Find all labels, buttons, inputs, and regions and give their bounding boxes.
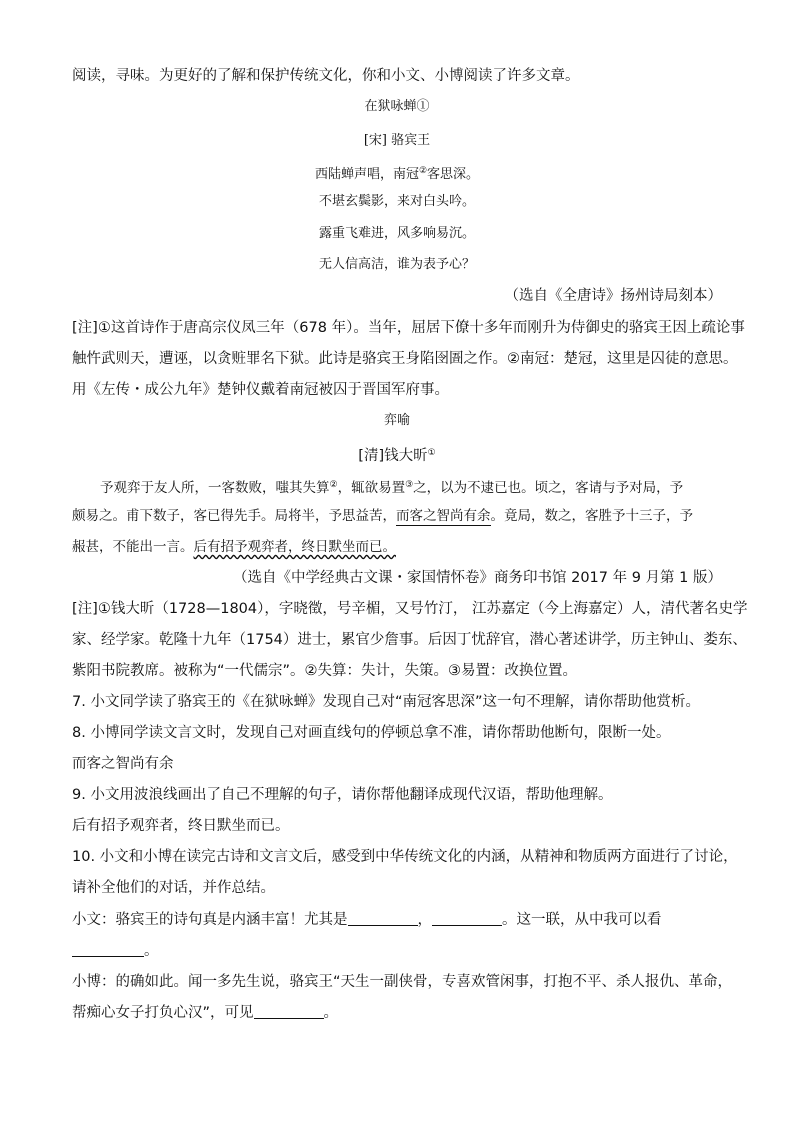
note2-line-2: 家、经学家。乾隆十九年（1754）进士，累官少詹事。后因丁忧辞官，潜心著述讲学，历主钟山、娄东、 <box>72 632 747 648</box>
prose-author-name: [清]钱大昕 <box>358 448 428 464</box>
prose-line-1-b: ，辄欲易置 <box>337 480 406 496</box>
footnote-mark: ② <box>418 166 428 176</box>
xiaowen-text-a: 小文：骆宾王的诗句真是内涵丰富！尤其是 <box>72 912 348 928</box>
note2-line-3: 紫阳书院教席。被称为“一代儒宗”。②失算：失计，失策。③易置：改换位置。 <box>72 663 578 679</box>
footnote-mark: ① <box>427 448 436 458</box>
xiaowen-separator: ， <box>417 912 432 928</box>
prose-line-1 <box>72 475 722 498</box>
note2-line-1: [注]①钱大昕（1728—1804），字晓徵，号辛楣，又号竹汀， 江苏嘉定（今上海嘉定）人，清代著名史学 <box>72 601 748 617</box>
answer-blank-4[interactable] <box>254 1004 324 1019</box>
prose-line-2-b: 。竟局，数之，客胜予十三子，予 <box>490 508 693 524</box>
prose-source: （选自《中学经典古文课・家国情怀卷》商务印书馆 2017 年 9 月第 1 版） <box>232 570 722 586</box>
answer-blank-3[interactable] <box>72 942 144 957</box>
question-10-line-2: 请补全他们的对话，并作总结。 <box>72 880 275 896</box>
note1-line-1: [注]①这首诗作于唐高宗仪凤三年（678 年）。当年，屈居下僚十多年而刚升为侍御史的骆宾王因上疏论事 <box>72 320 745 336</box>
note1-line-3: 用《左传・成公九年》楚钟仪戴着南冠被囚于晋国军府事。 <box>72 382 449 398</box>
wavy-underlined-sentence: 后有招予观弈者，终日默坐而已。 <box>193 539 396 555</box>
footnote-mark: ② <box>329 480 338 490</box>
prose-line-1-c: 之，以为不逮已也。顷之，客请与予对局，予 <box>413 480 684 496</box>
poem-source: （选自《全唐诗》扬州诗局刻本） <box>504 288 722 304</box>
poem-line-4: 无人信高洁，谁为表予心？ <box>318 257 475 272</box>
prose-line-3 <box>72 537 722 557</box>
prose-title: 弈喻 <box>383 413 410 428</box>
xiaobo-dialog-line-2 <box>72 1003 722 1023</box>
poem-author: [宋] 骆宾王 <box>363 133 431 148</box>
poem-line-1-b: 客思深。 <box>427 167 480 182</box>
xiaobo-text-a: 帮痴心女子打负心汉”，可见 <box>72 1005 254 1021</box>
question-8-text: 而客之智尚有余 <box>72 756 174 772</box>
question-7: 7. 小文同学读了骆宾王的《在狱咏蝉》发现自己对“南冠客思深”这一句不理解，请你帮助他赏析。 <box>72 694 700 710</box>
prose-line-3-a: 赧甚，不能出一言。 <box>72 539 194 555</box>
question-9-text: 后有招予观弈者，终日默坐而已。 <box>72 818 290 834</box>
intro-text: 阅读，寻味。为更好的了解和保护传统文化，你和小文、小博阅读了许多文章。 <box>72 68 580 84</box>
xiaowen-text-b: 。这一联，从中我可以看 <box>502 912 662 928</box>
prose-line-2 <box>72 506 722 526</box>
xiaobo-end: 。 <box>323 1005 339 1021</box>
answer-blank-2[interactable] <box>432 911 502 926</box>
poem-line-2: 不堪玄鬓影，来对白头吟。 <box>318 194 475 209</box>
poem-line-3: 露重飞难进，风多响易沉。 <box>318 226 475 241</box>
xiaowen-dialog-line-2 <box>72 941 722 961</box>
poem-title: 在狱咏蝉① <box>364 99 430 114</box>
answer-blank-1[interactable] <box>348 911 418 926</box>
note1-line-2: 触忤武则天，遭诬，以贪赃罪名下狱。此诗是骆宾王身陷囹圄之作。②南冠：楚冠，这里是囚徒的意思。 <box>72 351 738 367</box>
prose-author <box>72 443 722 466</box>
prose-line-1-a: 予观弈于友人所，一客数败，嗤其失算 <box>100 480 330 496</box>
xiaowen-end: 。 <box>144 943 159 959</box>
poem-line-1 <box>72 161 722 185</box>
poem-line-1-a: 西陆蝉声唱，南冠 <box>314 167 419 182</box>
question-9: 9. 小文用波浪线画出了自己不理解的句子，请你帮他翻译成现代汉语，帮助他理解。 <box>72 787 613 803</box>
xiaobo-dialog-line-1: 小博：的确如此。闻一多先生说，骆宾王“天生一副侠骨，专喜欢管闲事，打抱不平、杀人报仇、革命， <box>72 974 733 990</box>
question-10-line-1: 10. 小文和小博在读完古诗和文言文后，感受到中华传统文化的内涵，从精神和物质两方面进行了讨论， <box>72 849 738 865</box>
question-8: 8. 小博同学读文言文时，发现自己对画直线句的停顿总拿不准，请你帮助他断句，限断一处。 <box>72 725 671 741</box>
xiaowen-dialog <box>72 910 722 930</box>
prose-line-2-a: 颇易之。甫下数子，客已得先手。局将半，予思益苦， <box>72 508 396 524</box>
straight-underlined-sentence: 而客之智尚有余 <box>396 508 491 524</box>
footnote-mark: ③ <box>405 480 414 490</box>
